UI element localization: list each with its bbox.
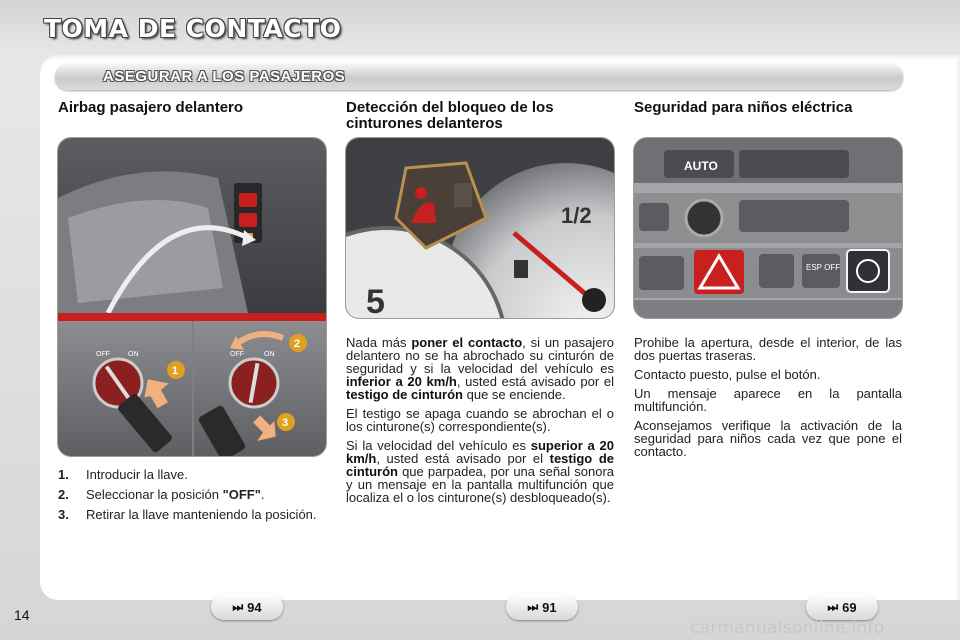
list-item: 1. Introducir la llave. [58,467,188,482]
airbag-illustration [58,138,327,457]
child-lock-photo [633,137,903,319]
child-lock-button[interactable] [847,250,889,292]
list-item: 3. Retirar la llave manteniendo la posición. [58,507,317,522]
fuel-pump-icon [514,260,528,278]
belt-paragraph-2: El testigo se apaga cuando se abrochan el o los cinturone(s) correspondiente(s). [346,406,614,434]
child-lock-heading: Seguridad para niños eléctrica [634,99,853,116]
belt-text [346,336,614,510]
gauge-illustration [346,138,615,319]
ref-link-91[interactable]: ⏭ 91 [506,594,578,620]
child-lock-paragraph-1: Prohibe la apertura, desde el interior, de las dos puertas traseras. [634,335,902,363]
page-number: 14 [14,607,30,623]
child-lock-paragraph-3: Un mensaje aparece en la pantalla multifunción. [634,386,902,414]
svg-text:ON: ON [264,351,275,358]
off-label: OFF [96,351,110,358]
section-bar [55,64,903,90]
auto-label: AUTO [684,159,718,173]
ref-link-69[interactable]: ⏭ 69 [806,594,878,620]
step3-badge: 3 [282,417,289,429]
belt-heading: Detección del bloqueo de los cinturones delanteros [346,99,554,132]
forward-arrow-icon: ⏭ [527,599,539,614]
ref-link-94[interactable]: ⏭ 94 [211,594,283,620]
forward-arrow-icon: ⏭ [827,599,839,614]
forward-arrow-icon: ⏭ [232,599,244,614]
airbag-heading: Airbag pasajero delantero [58,99,244,116]
on-label: ON [128,351,139,358]
fuel-half-label: 1/2 [561,203,592,228]
child-lock-text [634,336,902,464]
watermark: carmanualsonline.info [690,618,885,638]
page-title: TOMA DE CONTACTO [44,14,342,43]
step2-badge: 2 [294,338,301,350]
esp-off-label: ESP OFF [806,263,841,272]
section-title: ASEGURAR A LOS PASAJEROS [103,68,346,85]
airbag-warning-icon [239,193,257,207]
child-lock-paragraph-2: Contacto puesto, pulse el botón. [634,367,821,382]
speed-label: 5 [366,283,385,319]
console-illustration [634,138,903,319]
belt-paragraph-3: Si la velocidad del vehículo es superior a 20 km/h, usted está avisado por el testigo de cinturón que parpadea, por una señal sonora y un mensaje en la pantalla multifunción que localiza el o los cinturone(s) desbloqueado(s). [346,438,614,505]
belt-paragraph-1: Nada más poner el contacto, si un pasajero delantero no se ha abrochado su cinturón de seguridad y si la velocidad del vehículo es inferior a 20 km/h, usted está avisado por el testigo de cinturón que se enciende. [346,335,614,402]
list-item: 2. Seleccionar la posición "OFF". [58,487,265,502]
airbag-steps [58,468,318,528]
step1-badge: 1 [172,365,179,377]
child-lock-paragraph-4: Aconsejamos verifique la activación de la seguridad para niños cada vez que pone el contacto. [634,418,902,459]
hazard-button[interactable] [694,250,744,294]
belt-warning-photo [345,137,615,319]
airbag-photo [57,137,327,457]
svg-text:OFF: OFF [230,351,244,358]
